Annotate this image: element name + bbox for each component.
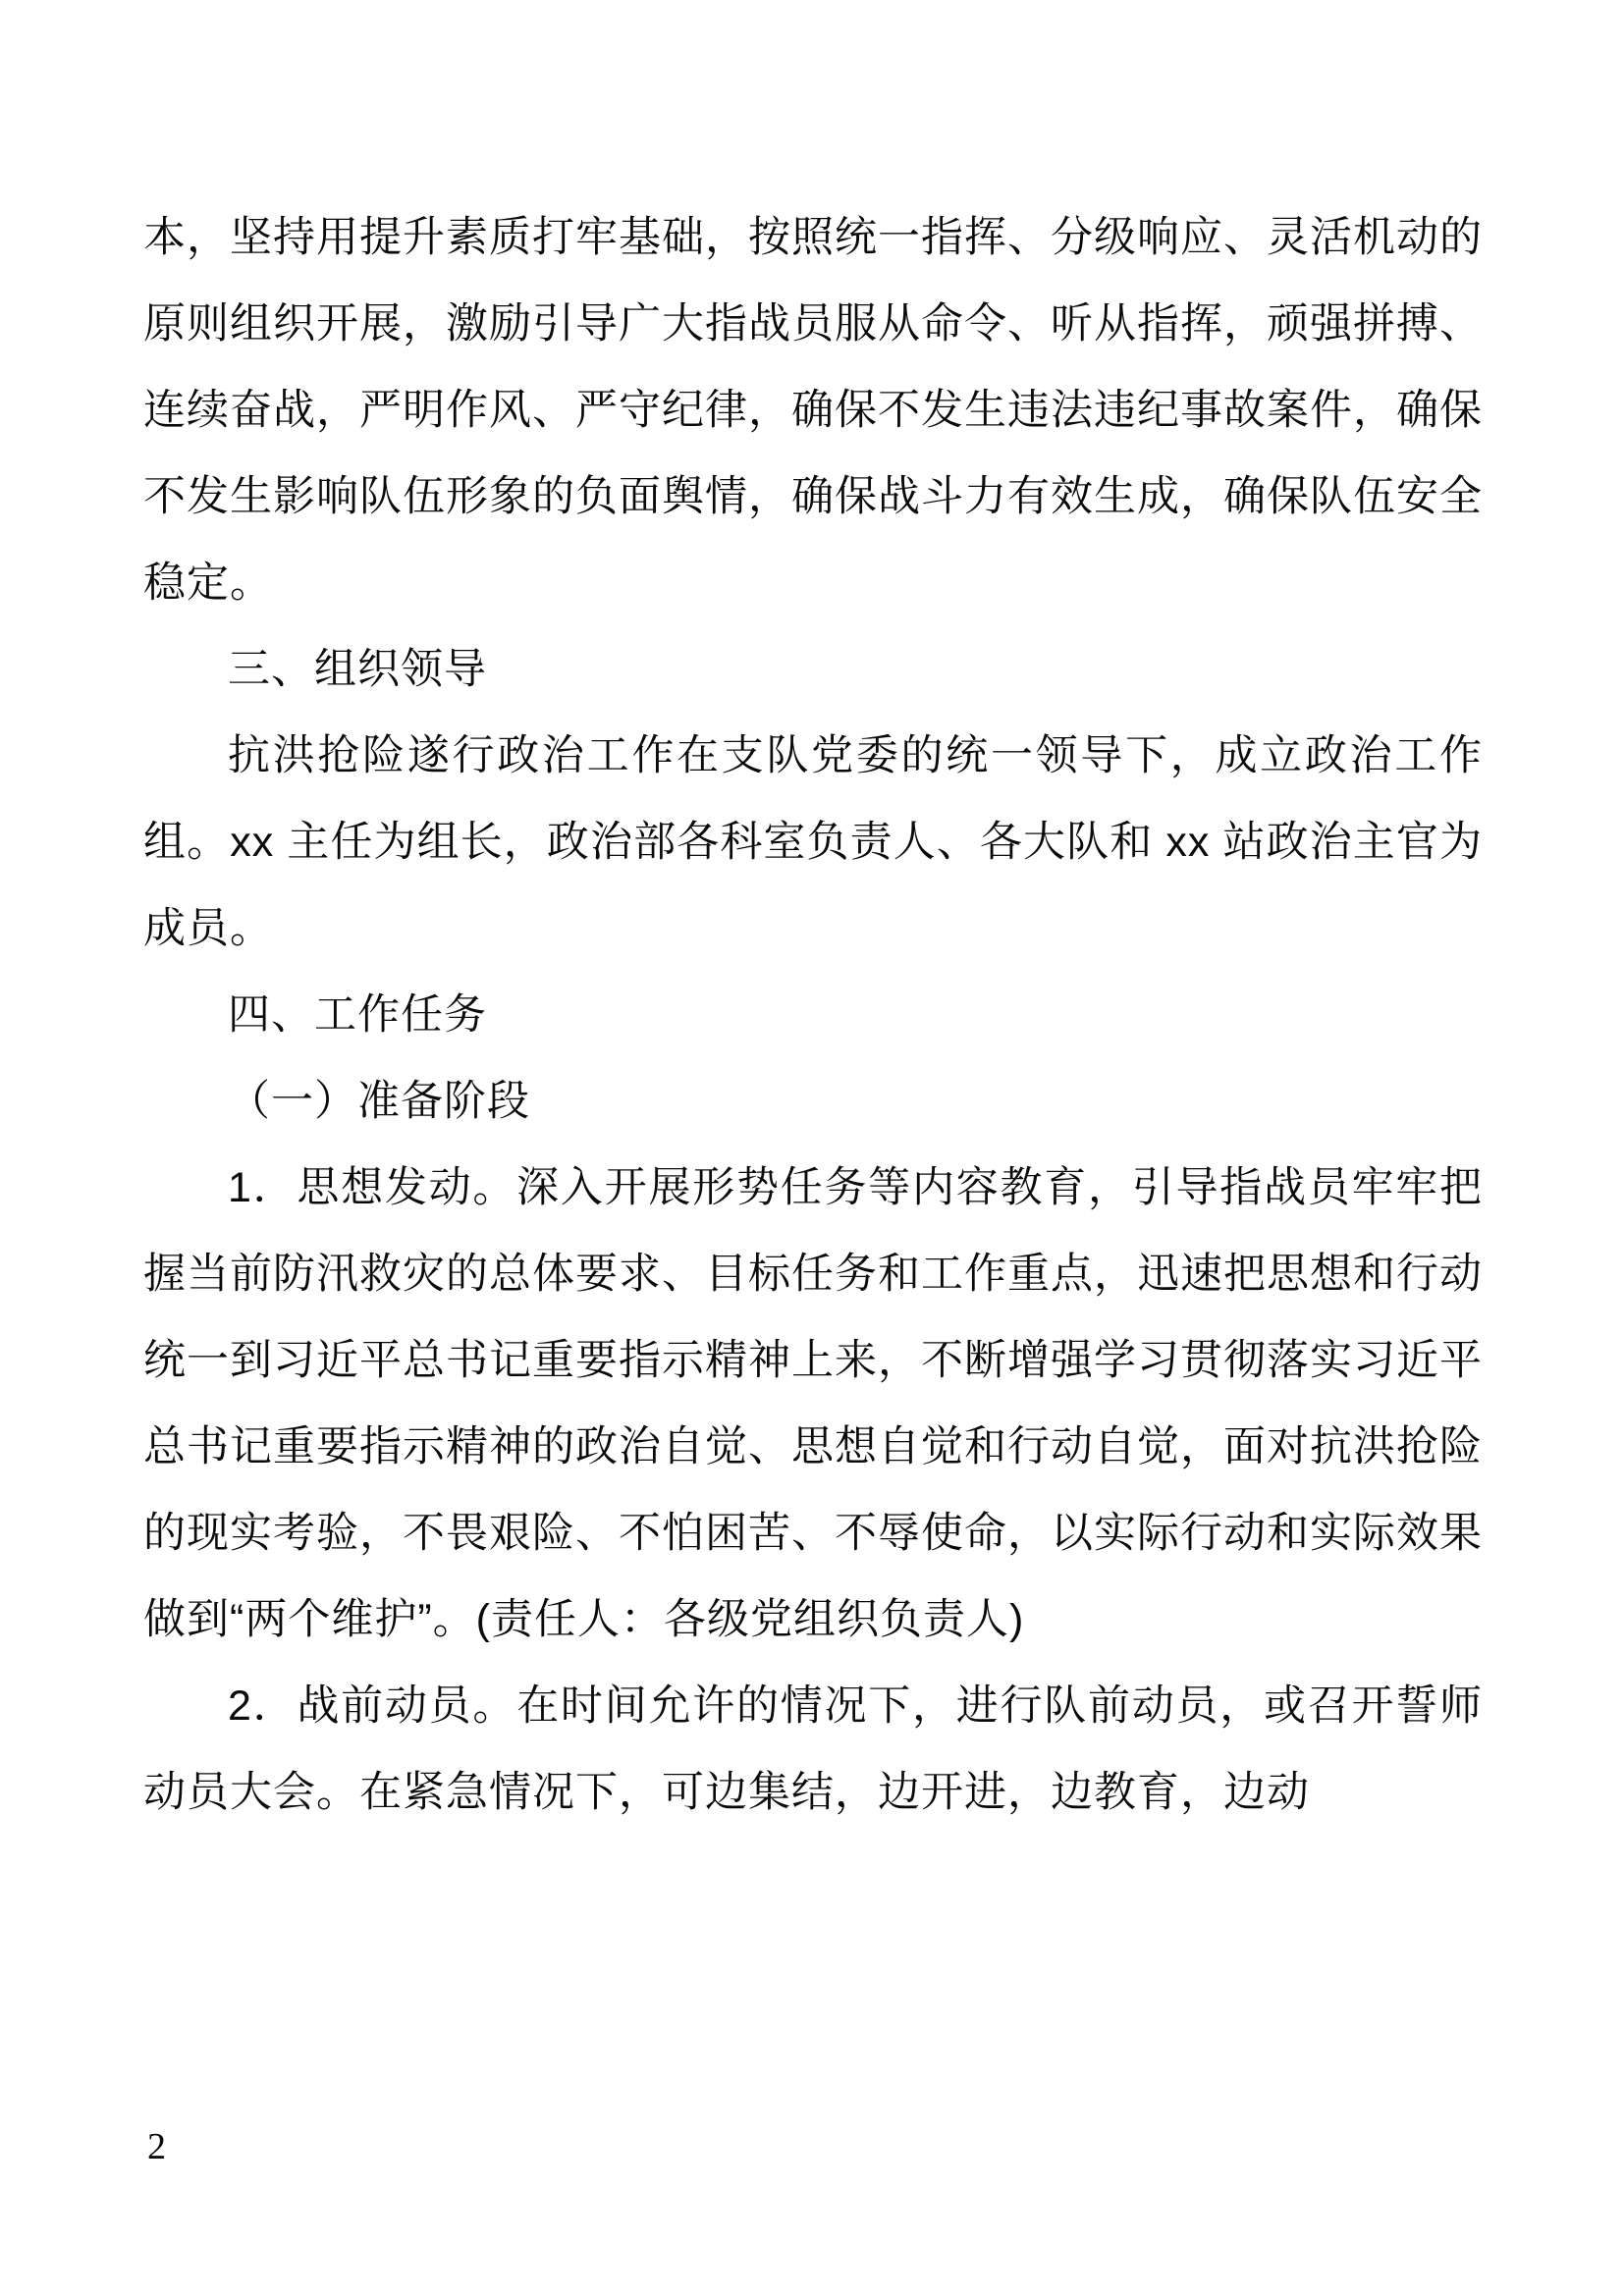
paragraph: 抗洪抢险遂行政治工作在支队党委的统一领导下，成立政治工作组。xx 主任为组长，政治部各科室负责人、各大队和 xx 站政治主官为成员。 <box>143 732 1483 952</box>
page-number: 2 <box>147 2126 166 2167</box>
heading-level1: 三、组织领导 <box>228 646 487 693</box>
paragraph-continuation: 本，坚持用提升素质打牢基础，按照统一指挥、分级响应、灵活机动的原则组织开展，激励引导广大指战员服从命令、听从指挥，顽强拼搏、连续奋战，严明作风、严守纪律，确保不发生违法违纪事故案件，确保不发生影响队伍形象的负面舆情，确保战斗力有效生成，确保队伍安全稳定。 <box>143 214 1483 607</box>
document-body <box>143 194 1483 1836</box>
heading-level2: （一）准备阶段 <box>228 1078 530 1125</box>
heading-level1: 四、工作任务 <box>228 991 487 1039</box>
paragraph: 2．战前动员。在时间允许的情况下，进行队前动员，或召开誓师动员大会。在紧急情况下，可边集结，边开进，边教育，边动 <box>143 1682 1483 1816</box>
paragraph: 1．思想发动。深入开展形势任务等内容教育，引导指战员牢牢把握当前防汛救灾的总体要求、目标任务和工作重点，迅速把思想和行动统一到习近平总书记重要指示精神上来，不断增强学习贯彻落实习近平总书记重要指示精神的政治自觉、思想自觉和行动自觉，面对抗洪抢险的现实考验，不畏艰险、不怕困苦、不辱使命，以实际行动和实际效果做到“两个维护”。(责任人：各级党组织负责人) <box>143 1164 1483 1643</box>
